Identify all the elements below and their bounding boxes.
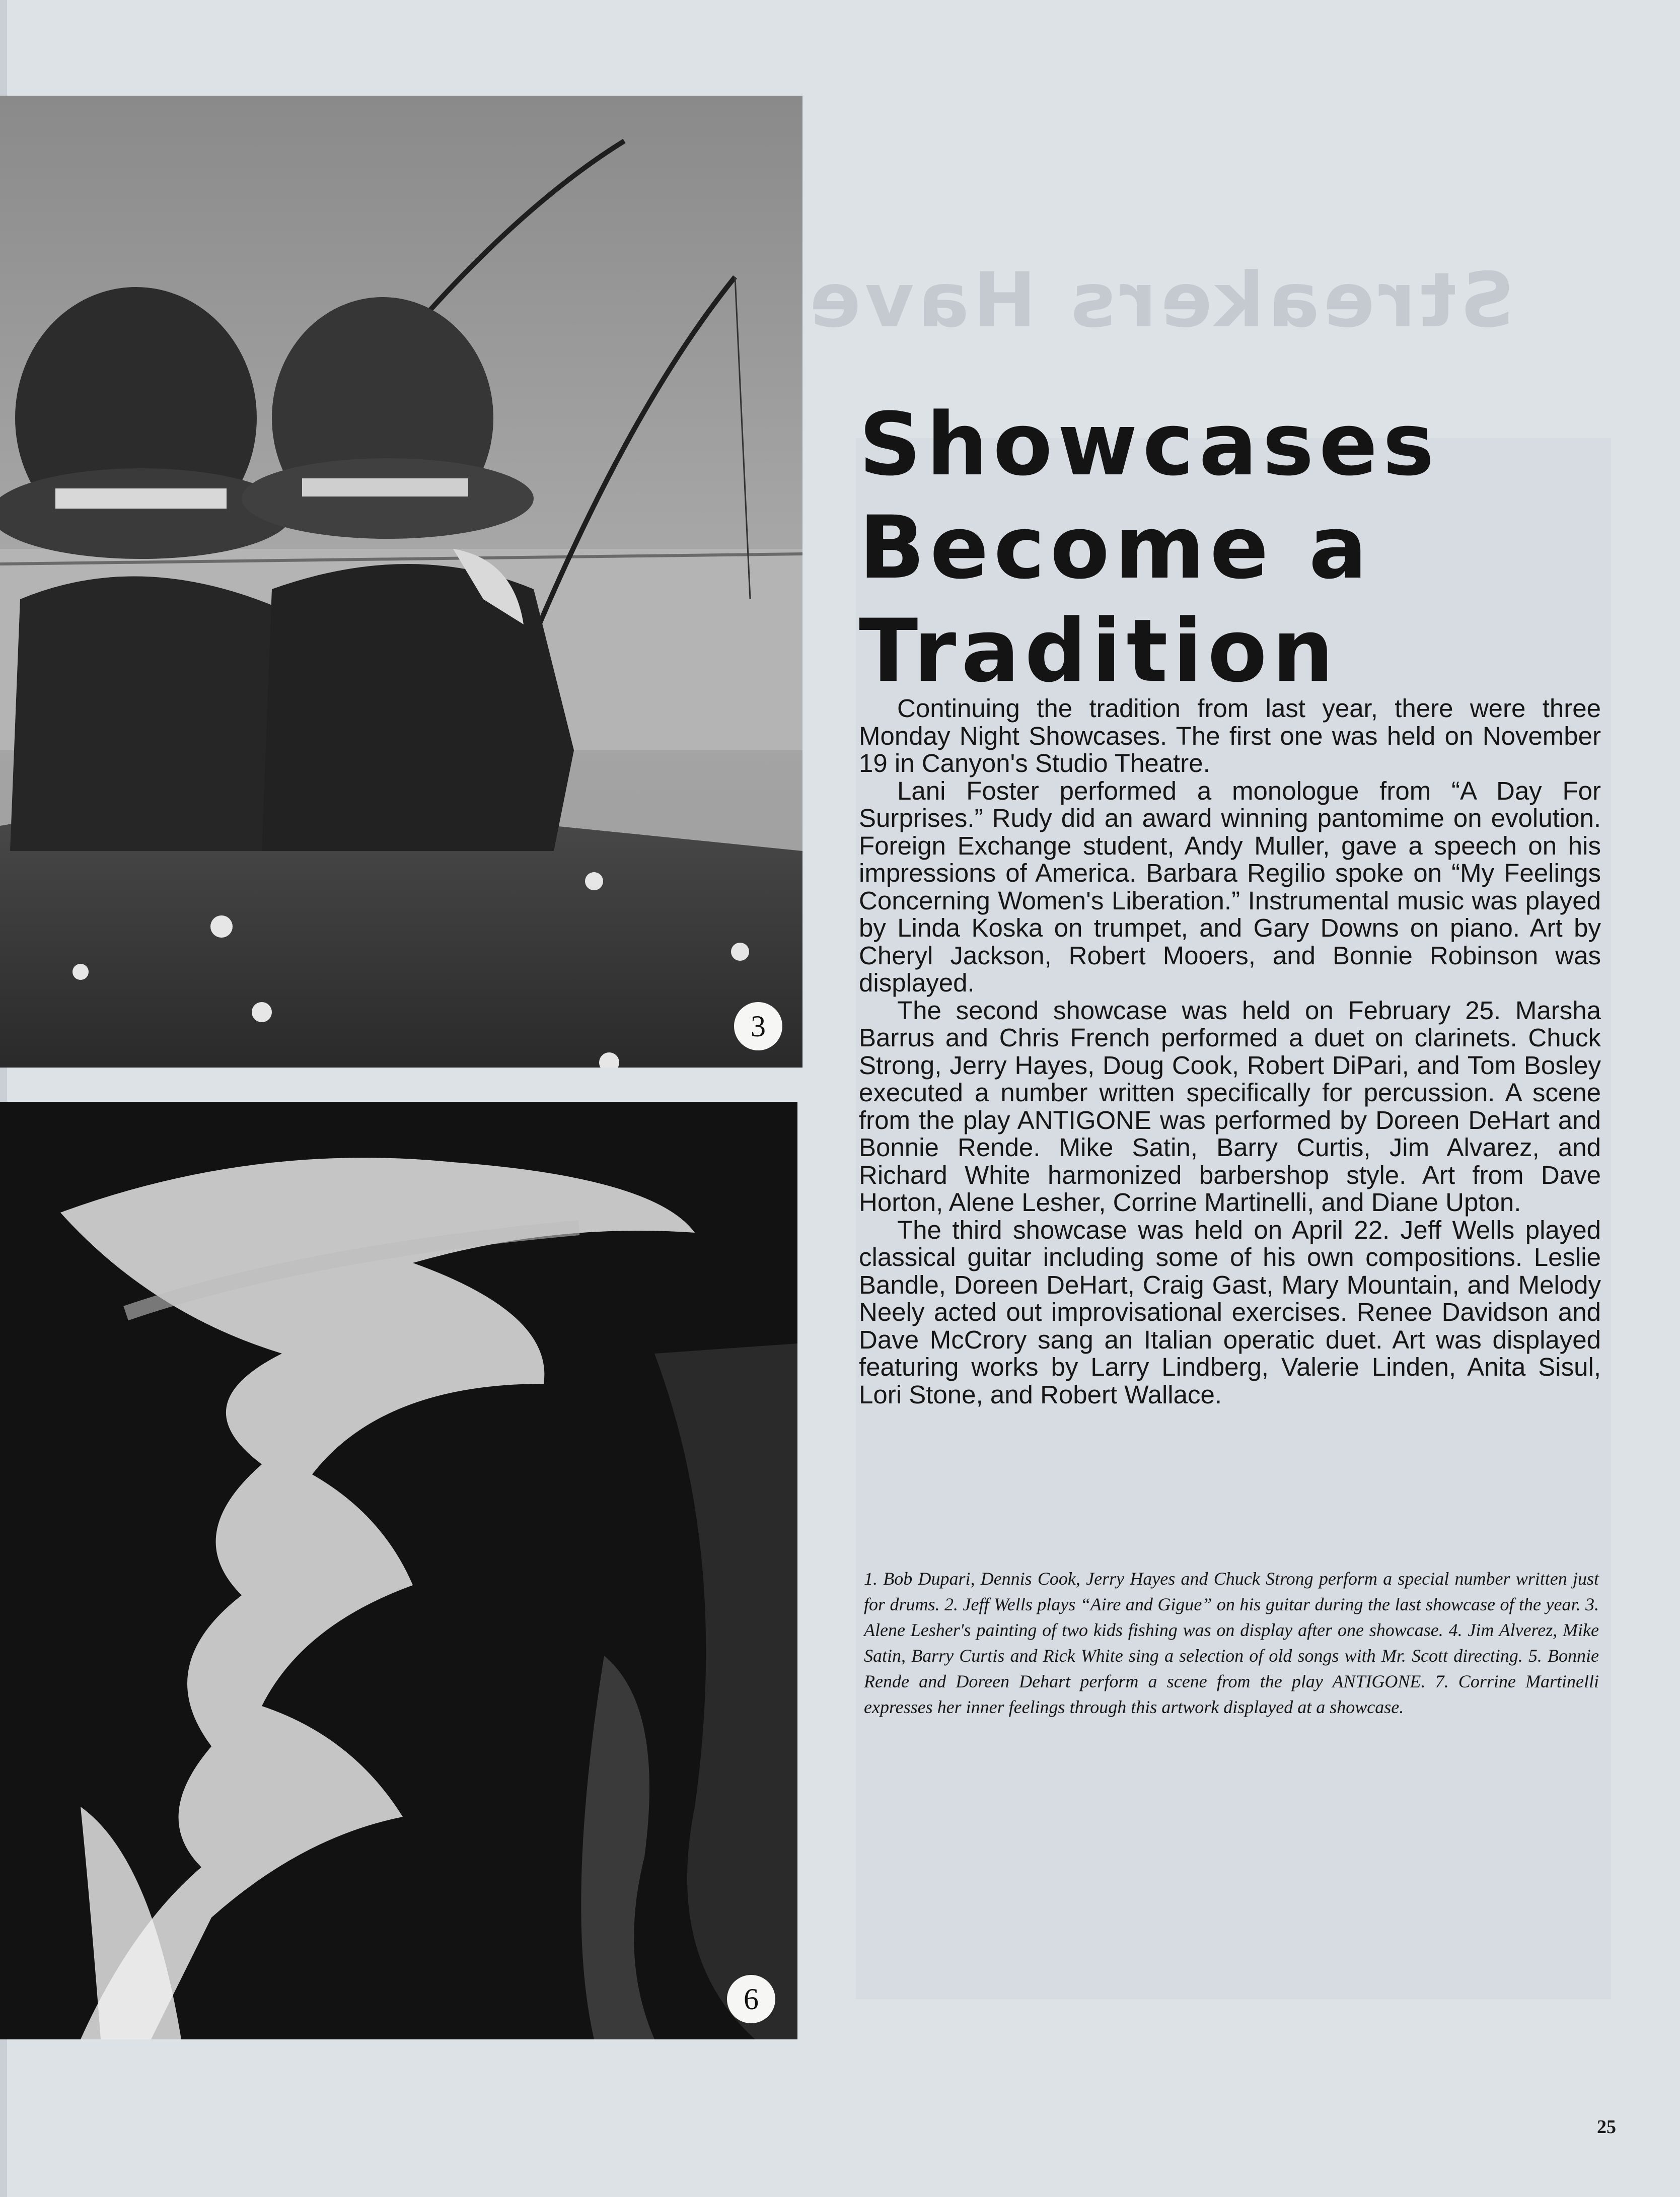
photo-abstract-artwork: [0, 1102, 797, 2039]
headline-line: Showcases: [859, 394, 1439, 495]
article-headline: [859, 393, 1644, 702]
fishing-painting-illustration: [0, 96, 802, 1068]
photo-number-badge: 3: [734, 1002, 782, 1050]
photo-kids-fishing-painting: [0, 96, 802, 1068]
photo-captions: 1. Bob Dupari, Dennis Cook, Jerry Hayes and Chuck Strong perform a special number written just for drums. 2. Jeff Wells plays “Aire and Gigue” on his guitar during the last showcase of the year. 3. Alene Lesher's painting of two kids fishing was on display after one showcase. 4. Jim Alverez, Mike Satin, Barry Curtis and Rick White sing a selection of old songs with Mr. Scott directing. 5. Bonnie Rende and Doreen Dehart perform a scene from the play ANTIGONE. 7. Corrine Martinelli expresses her inner feelings through this artwork displayed at a showcase.: [864, 1569, 1599, 1717]
headline-line: Tradition: [859, 600, 1339, 701]
article-paragraph: The third showcase was held on April 22. Jeff Wells played classical guitar including some of his own compositions. Leslie Bandle, Doreen DeHart, Craig Gast, Mary Mountain, and Melody Neely acted out improvisational exercises. Renee Davidson and Dave McCrory sang an Italian operatic duet. Art was displayed featuring works by Larry Lindberg, Valerie Linden, Anita Sisul, Lori Stone, and Robert Wallace.: [859, 1215, 1601, 1409]
page-number: 25: [1597, 2116, 1616, 2138]
bleed-through-heading: Streakers Have: [806, 257, 1514, 344]
article-body: [859, 695, 1601, 1408]
article-paragraph: Lani Foster performed a monologue from “A Day For Surprises.” Rudy did an award winning pantomime on evolution. Foreign Exchange student, Andy Muller, gave a speech on his impressions of America. Barbara Regilio spoke on “My Feelings Concerning Women's Liberation.” Instrumental music was played by Linda Koska on trumpet, and Gary Downs on piano. Art by Cheryl Jackson, Robert Mooers, and Bonnie Robinson was displayed.: [859, 776, 1601, 997]
article-paragraph: Continuing the tradition from last year, there were three Monday Night Showcases. The first one was held on November 19 in Canyon's Studio Theatre.: [859, 694, 1601, 777]
article-paragraph: The second showcase was held on February 25. Marsha Barrus and Chris French performed a duet on clarinets. Chuck Strong, Jerry Hayes, Doug Cook, Robert DiPari, and Tom Bosley executed a number written specifically for percussion. A scene from the play ANTIGONE was performed by Doreen DeHart and Bonnie Rende. Mike Satin, Barry Curtis, Jim Alvarez, and Richard White harmonized barbershop style. Art from Dave Horton, Alene Lesher, Corrine Martinelli, and Diane Upton.: [859, 996, 1601, 1217]
photo-number-badge: 6: [727, 1975, 775, 2023]
headline-line: Become a: [859, 497, 1372, 598]
abstract-artwork-illustration: [0, 1102, 797, 2039]
